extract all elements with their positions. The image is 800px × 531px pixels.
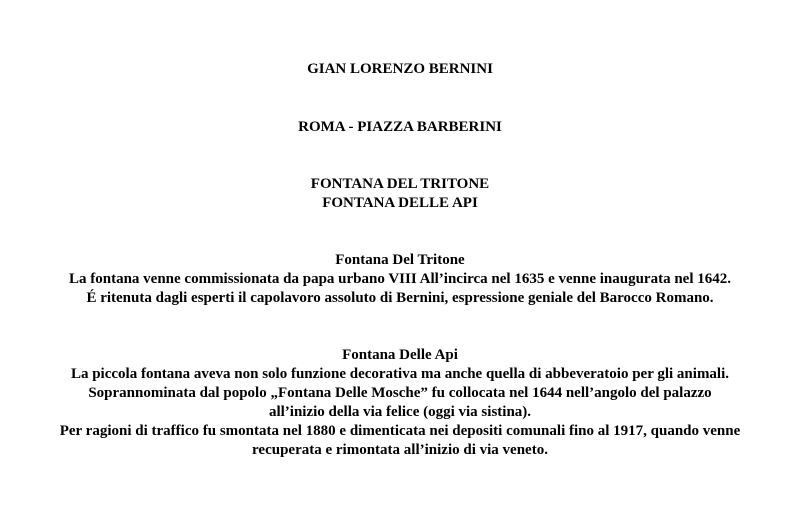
section-heading-api: Fontana Delle Api xyxy=(342,347,458,363)
paragraph-line: Soprannominata dal popolo „Fontana Delle Mosche” fu collocata nel 1644 nell’angolo del palazzo xyxy=(88,385,712,401)
paragraph-line: all’inizio della via felice (oggi via sistina). xyxy=(268,404,532,420)
work-title-tritone: FONTANA DEL TRITONE xyxy=(310,176,490,192)
paragraph-line: Per ragioni di traffico fu smontata nel 1880 e dimenticata nei depositi comunali fino al 1917, quando venne xyxy=(59,423,741,439)
section-heading-tritone: Fontana Del Tritone xyxy=(335,252,465,268)
paragraph-line: recuperata e rimontata all’inizio di via veneto. xyxy=(252,442,548,458)
work-title-api: FONTANA DELLE API xyxy=(322,195,478,211)
document-title: GIAN LORENZO BERNINI xyxy=(307,61,493,77)
paragraph-line: É ritenuta dagli esperti il capolavoro assoluto di Bernini, espressione geniale del Barocco Romano. xyxy=(86,290,714,306)
paragraph-line: La piccola fontana aveva non solo funzione decorativa ma anche quella di abbeveratoio per gli animali. xyxy=(70,366,730,382)
paragraph-line: La fontana venne commissionata da papa urbano VIII All’incirca nel 1635 e venne inaugurata nel 1642. xyxy=(68,271,731,287)
location-heading: ROMA - PIAZZA BARBERINI xyxy=(298,119,502,135)
